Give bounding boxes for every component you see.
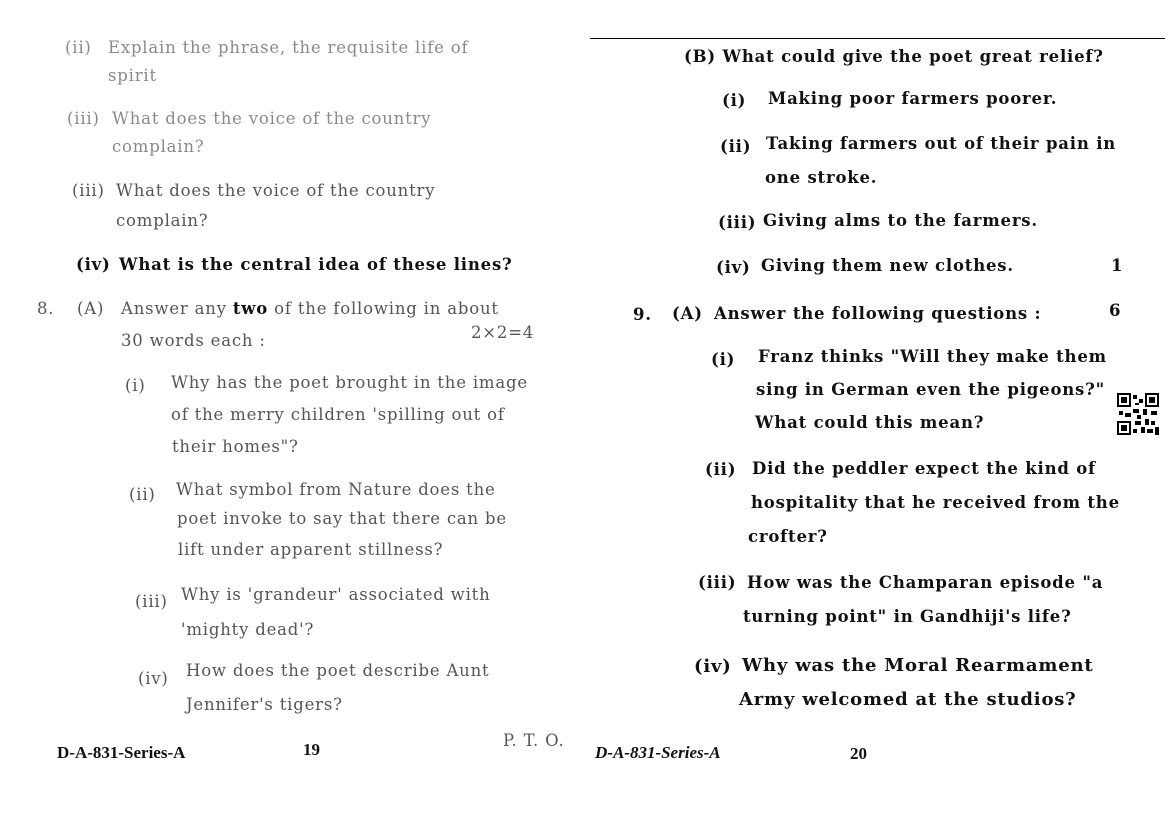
q7-ii-line2: spirit (108, 66, 157, 85)
qb-i-number: (i) (722, 91, 747, 110)
q9-number: 9. (633, 305, 652, 324)
top-divider (590, 38, 1165, 39)
q7-ii-number: (ii) (65, 38, 92, 57)
q8-part: (A) (77, 299, 105, 318)
q7-iii-repeat-line1: What does the voice of the country (116, 181, 436, 200)
q9-ii-number: (ii) (705, 460, 737, 479)
q9-iv-number: (iv) (694, 656, 732, 677)
q8-iv-line2: Jennifer's tigers? (186, 695, 343, 714)
q9-intro: Answer the following questions : (714, 304, 1042, 323)
q8-number: 8. (37, 299, 55, 318)
pto-label: P. T. O. (503, 731, 565, 750)
q8-iii-line1: Why is 'grandeur' associated with (181, 585, 491, 604)
q8-ii-number: (ii) (129, 485, 156, 504)
q8-ii-line3: lift under apparent stillness? (178, 540, 444, 559)
q7-iii-repeat-line2: complain? (116, 211, 209, 230)
qb-ii-number: (ii) (720, 137, 752, 156)
q7-iv-number: (iv) (76, 255, 111, 274)
q9-iv-line2: Army welcomed at the studios? (739, 689, 1077, 710)
q7-iii-repeat-number: (iii) (72, 181, 105, 200)
qb-heading: (B) What could give the poet great relief? (684, 47, 1104, 66)
q8-ii-line2: poet invoke to say that there can be (177, 509, 507, 528)
q8-iv-number: (iv) (138, 669, 169, 688)
footer-series-left: D-A-831-Series-A (57, 743, 186, 762)
q8-marks: 2×2=4 (471, 323, 535, 342)
q9-iii-number: (iii) (698, 573, 737, 592)
q8-ii-line1: What symbol from Nature does the (176, 480, 496, 499)
q9-iv-line1: Why was the Moral Rearmament (742, 655, 1094, 676)
q8-iv-line1: How does the poet describe Aunt (186, 661, 490, 680)
q9-ii-line2: hospitality that he received from the (751, 493, 1120, 512)
q9-iii-line2: turning point" in Gandhiji's life? (743, 607, 1072, 626)
qb-iii-number: (iii) (718, 213, 757, 232)
q7-iv-text: What is the central idea of these lines? (119, 255, 513, 274)
qb-iv-text: Giving them new clothes. (761, 256, 1014, 275)
q9-marks: 6 (1109, 301, 1122, 320)
qb-marks: 1 (1111, 256, 1124, 275)
qr-code-icon (1117, 393, 1159, 435)
q8-iii-line2: 'mighty dead'? (181, 620, 315, 639)
footer-series-right: D-A-831-Series-A (595, 743, 721, 762)
qb-i-text: Making poor farmers poorer. (768, 89, 1058, 108)
q8-i-line2: of the merry children 'spilling out of (171, 405, 505, 424)
q9-part: (A) (672, 304, 703, 323)
qb-iv-number: (iv) (716, 258, 751, 277)
right-page (585, 0, 1169, 827)
footer-page-number-right: 20 (850, 744, 867, 763)
q9-i-line3: What could this mean? (755, 413, 985, 432)
q8-i-line1: Why has the poet brought in the image (171, 373, 528, 392)
qb-ii-line1: Taking farmers out of their pain in (766, 134, 1117, 153)
qb-ii-line2: one stroke. (765, 168, 878, 187)
q8-i-line3: their homes"? (172, 437, 299, 456)
q9-ii-line1: Did the peddler expect the kind of (752, 459, 1096, 478)
q8-intro: Answer any two of the following in about (121, 299, 499, 318)
q9-i-line2: sing in German even the pigeons?" (756, 380, 1105, 399)
q9-i-line1: Franz thinks "Will they make them (758, 347, 1107, 366)
q7-iii-number: (iii) (67, 109, 100, 128)
q7-ii-line1: Explain the phrase, the requisite life of (108, 38, 469, 57)
q8-i-number: (i) (125, 376, 146, 395)
q7-iii-line2: complain? (112, 137, 205, 156)
q9-ii-line3: crofter? (748, 527, 828, 546)
q8-iii-number: (iii) (135, 592, 168, 611)
footer-page-number-left: 19 (303, 740, 320, 759)
q9-i-number: (i) (711, 350, 736, 369)
q8-intro-line2: 30 words each : (121, 331, 266, 350)
q9-iii-line1: How was the Champaran episode "a (747, 573, 1104, 592)
q7-iii-line1: What does the voice of the country (112, 109, 432, 128)
qb-iii-text: Giving alms to the farmers. (763, 211, 1038, 230)
